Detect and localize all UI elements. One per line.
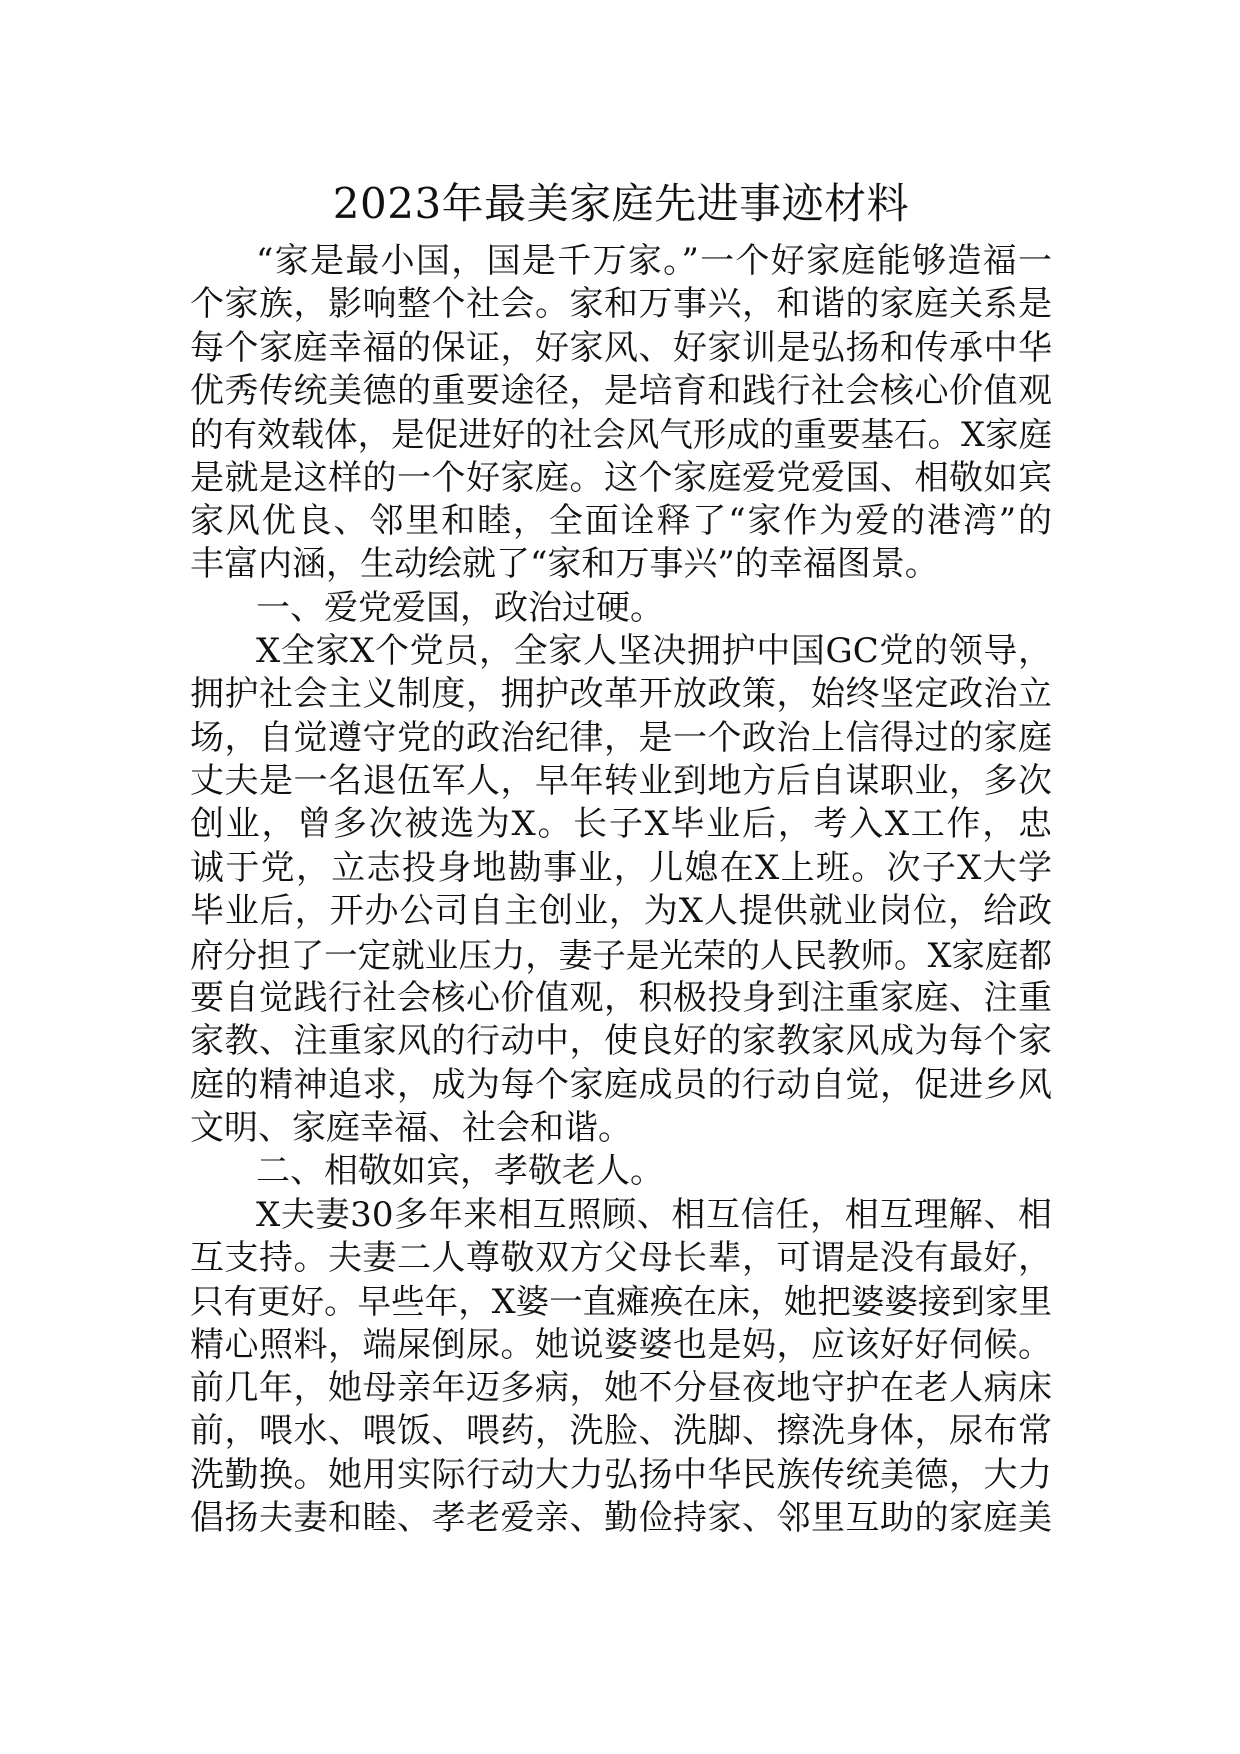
- body-line: 二、相敬如宾，孝敬老人。: [256, 1151, 664, 1192]
- body-line: 诚于党，立志投身地勘事业，儿媳在X上班。次子X大学: [190, 847, 1052, 888]
- body-line: X全家X个党员，全家人坚决拥护中国GC党的领导，: [256, 631, 1052, 672]
- body-line: X夫妻30多年来相互照顾、相互信任，相互理解、相: [256, 1194, 1052, 1235]
- body-line: 是就是这样的一个好家庭。这个家庭爱党爱国、相敬如宾: [190, 457, 1052, 498]
- body-line: 拥护社会主义制度，拥护改革开放政策，始终坚定政治立: [190, 674, 1052, 715]
- body-line: 一、爱党爱国，政治过硬。: [256, 587, 664, 628]
- body-line: 家风优良、邻里和睦，全面诠释了“家作为爱的港湾”的: [190, 501, 1052, 542]
- body-line: 精心照料，端屎倒尿。她说婆婆也是妈，应该好好伺候。: [190, 1324, 1052, 1365]
- body-line: 只有更好。早些年，X婆一直瘫痪在床，她把婆婆接到家里: [190, 1282, 1052, 1322]
- body-line: 府分担了一定就业压力，妻子是光荣的人民教师。X家庭都: [190, 935, 1052, 975]
- body-line: 前几年，她母亲年迈多病，她不分昼夜地守护在老人病床: [190, 1367, 1052, 1408]
- body-line: 毕业后，开办公司自主创业，为X人提供就业岗位，给政: [190, 891, 1052, 932]
- document-body: [190, 240, 1052, 1540]
- body-line: 个家族，影响整个社会。家和万事兴，和谐的家庭关系是: [190, 284, 1052, 325]
- body-line: 庭的精神追求，成为每个家庭成员的行动自觉，促进乡风: [190, 1064, 1052, 1105]
- body-line: 场，自觉遵守党的政治纪律，是一个政治上信得过的家庭: [190, 717, 1052, 758]
- body-line: 倡扬夫妻和睦、孝老爱亲、勤俭持家、邻里互助的家庭美: [190, 1497, 1052, 1538]
- body-line: 优秀传统美德的重要途径，是培育和践行社会核心价值观: [190, 371, 1052, 412]
- body-line: 互支持。夫妻二人尊敬双方父母长辈，可谓是没有最好，: [190, 1237, 1052, 1278]
- body-line: 前，喂水、喂饭、喂药，洗脸、洗脚、擦洗身体，尿布常: [190, 1411, 1052, 1452]
- body-line: 的有效载体，是促进好的社会风气形成的重要基石。X家庭: [190, 415, 1052, 455]
- document-page: [190, 168, 1052, 1540]
- body-line: 丰富内涵，生动绘就了“家和万事兴”的幸福图景。: [190, 544, 939, 585]
- body-line: 要自觉践行社会核心价值观，积极投身到注重家庭、注重: [190, 977, 1052, 1018]
- body-line: 创业，曾多次被选为X。长子X毕业后，考入X工作，忠: [190, 804, 1052, 845]
- body-line: 文明、家庭幸福、社会和谐。: [190, 1107, 632, 1148]
- body-line: 洗勤换。她用实际行动大力弘扬中华民族传统美德，大力: [190, 1454, 1052, 1495]
- body-line: 丈夫是一名退伍军人，早年转业到地方后自谋职业，多次: [190, 761, 1052, 802]
- body-line: 家教、注重家风的行动中，使良好的家教家风成为每个家: [190, 1021, 1052, 1062]
- document-title: 2023年最美家庭先进事迹材料: [332, 179, 910, 228]
- body-line: “家是最小国，国是千万家。”一个好家庭能够造福一: [256, 241, 1052, 281]
- body-line: 每个家庭幸福的保证，好家风、好家训是弘扬和传承中华: [190, 327, 1052, 368]
